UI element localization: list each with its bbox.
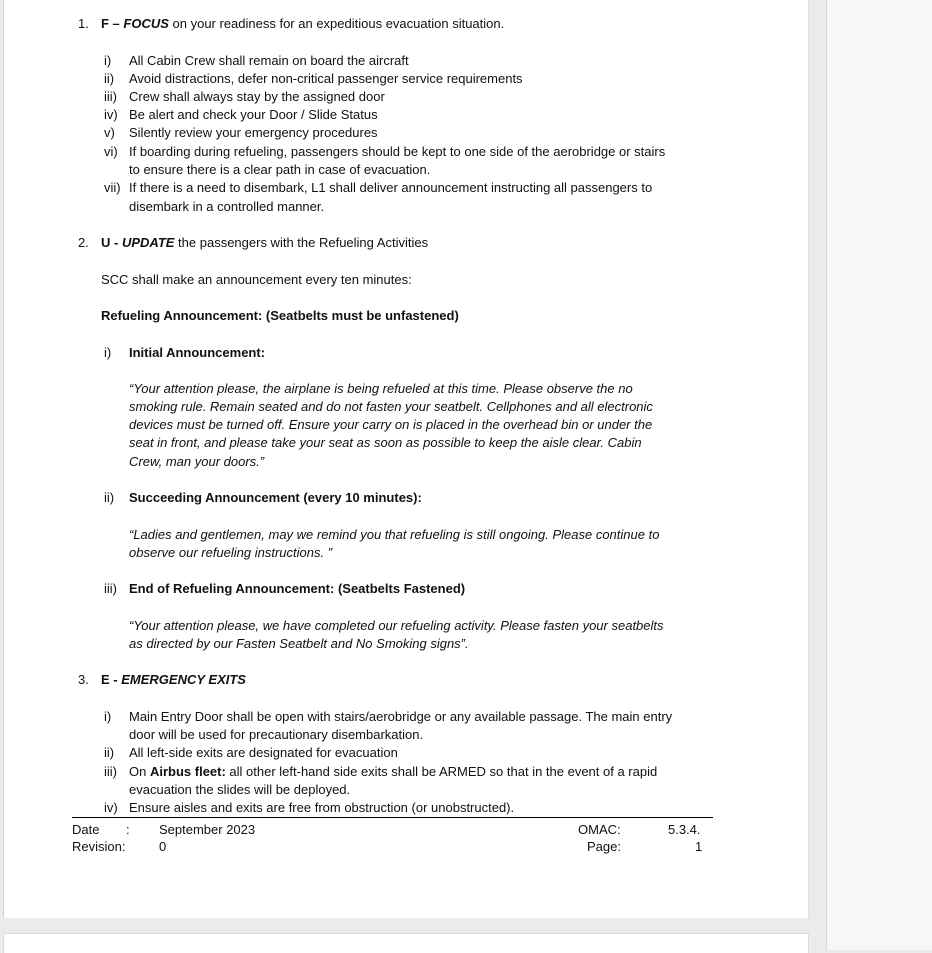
- section-2-number: 2.: [78, 235, 89, 250]
- section-1-heading: F – FOCUS on your readiness for an expeditious evacuation situation.: [101, 16, 505, 31]
- s1-item-4-num: iv): [104, 107, 118, 122]
- section-2-intro: SCC shall make an announcement every ten minutes:: [101, 272, 412, 287]
- s1-item-6-num: vi): [104, 144, 118, 159]
- footer-date-colon: :: [126, 822, 130, 837]
- s3-item-4-num: iv): [104, 800, 118, 815]
- announcement-3-title: End of Refueling Announcement: (Seatbelts Fastened): [129, 581, 466, 596]
- announcement-2-line-2: observe our refueling instructions. ”: [129, 545, 333, 560]
- s1-item-1-num: i): [104, 53, 112, 68]
- s3-item-2-text: All left-side exits are designated for evacuation: [129, 745, 398, 760]
- next-page: [3, 933, 809, 953]
- s3-item-4-text: Ensure aisles and exits are free from obstruction (or unobstructed).: [129, 800, 515, 815]
- footer-omac-label: OMAC:: [578, 822, 621, 837]
- announcement-3-line-2: as directed by our Fasten Seatbelt and No Smoking signs”.: [129, 636, 469, 651]
- section-3-heading: E - EMERGENCY EXITS: [101, 672, 246, 687]
- s1-item-6-text: If boarding during refueling, passengers should be kept to one side of the aerobridge or stairs: [129, 144, 666, 159]
- s3-item-1-num: i): [104, 709, 112, 724]
- s3-item-3-text: On Airbus fleet: all other left-hand side exits shall be ARMED so that in the event of a rapid: [129, 764, 658, 779]
- footer-page-label: Page:: [587, 839, 621, 854]
- footer-revision-value: 0: [159, 839, 167, 854]
- s1-item-7-text-cont: disembark in a controlled manner.: [129, 199, 325, 214]
- announcement-3-num: iii): [104, 581, 117, 596]
- side-panel: [826, 0, 932, 950]
- s1-item-2-text: Avoid distractions, defer non-critical passenger service requirements: [129, 71, 523, 86]
- document-page: [3, 0, 809, 918]
- section-3-number: 3.: [78, 672, 89, 687]
- s1-item-3-text: Crew shall always stay by the assigned door: [129, 89, 385, 104]
- s1-item-7-num: vii): [104, 180, 121, 195]
- announcement-1-line-5: Crew, man your doors.”: [129, 454, 265, 469]
- s1-item-2-num: ii): [104, 71, 115, 86]
- announcement-1-line-4: seat in front, and please take your seat as soon as possible to keep the aisle clear. Cabin: [129, 435, 642, 450]
- s3-item-1-text: Main Entry Door shall be open with stairs/aerobridge or any available passage. The main entry: [129, 709, 673, 724]
- announcement-2-num: ii): [104, 490, 115, 505]
- s1-item-7-text: If there is a need to disembark, L1 shall deliver announcement instructing all passengers to: [129, 180, 653, 195]
- announcement-2-line-1: “Ladies and gentlemen, may we remind you that refueling is still ongoing. Please continue to: [129, 527, 660, 542]
- s1-item-5-num: v): [104, 125, 115, 140]
- footer-revision-label: Revision:: [72, 839, 126, 854]
- s1-item-4-text: Be alert and check your Door / Slide Status: [129, 107, 378, 122]
- s3-item-1-text-cont: door will be used for precautionary disembarkation.: [129, 727, 424, 742]
- section-2-heading: U - UPDATE the passengers with the Refueling Activities: [101, 235, 429, 250]
- announcement-1-line-1: “Your attention please, the airplane is being refueled at this time. Please observe the no: [129, 381, 633, 396]
- footer-rule: [72, 817, 713, 818]
- footer-omac-value: 5.3.4.: [668, 822, 701, 837]
- announcement-1-line-3: devices must be turned off. Ensure your carry on is placed in the overhead bin or under the: [129, 417, 653, 432]
- s3-item-2-num: ii): [104, 745, 115, 760]
- announcement-3-line-1: “Your attention please, we have completed our refueling activity. Please fasten your seatbelts: [129, 618, 664, 633]
- announcement-2-title: Succeeding Announcement (every 10 minutes):: [129, 490, 422, 505]
- announcement-1-title: Initial Announcement:: [129, 345, 266, 360]
- footer-date-value: September 2023: [159, 822, 256, 837]
- s1-item-1-text: All Cabin Crew shall remain on board the aircraft: [129, 53, 409, 68]
- s1-item-5-text: Silently review your emergency procedures: [129, 125, 378, 140]
- s3-item-3-num: iii): [104, 764, 117, 779]
- refueling-announcement-heading: Refueling Announcement: (Seatbelts must be unfastened): [101, 308, 459, 323]
- s1-item-3-num: iii): [104, 89, 117, 104]
- footer-date-label: Date: [72, 822, 100, 837]
- announcement-1-line-2: smoking rule. Remain seated and do not fasten your seatbelt. Cellphones and all electronic: [129, 399, 653, 414]
- announcement-1-num: i): [104, 345, 112, 360]
- s3-item-3-text-cont: evacuation the slides will be deployed.: [129, 782, 351, 797]
- s1-item-6-text-cont: to ensure there is a clear path in case of evacuation.: [129, 162, 431, 177]
- footer-page-value: 1: [695, 839, 703, 854]
- section-1-number: 1.: [78, 16, 89, 31]
